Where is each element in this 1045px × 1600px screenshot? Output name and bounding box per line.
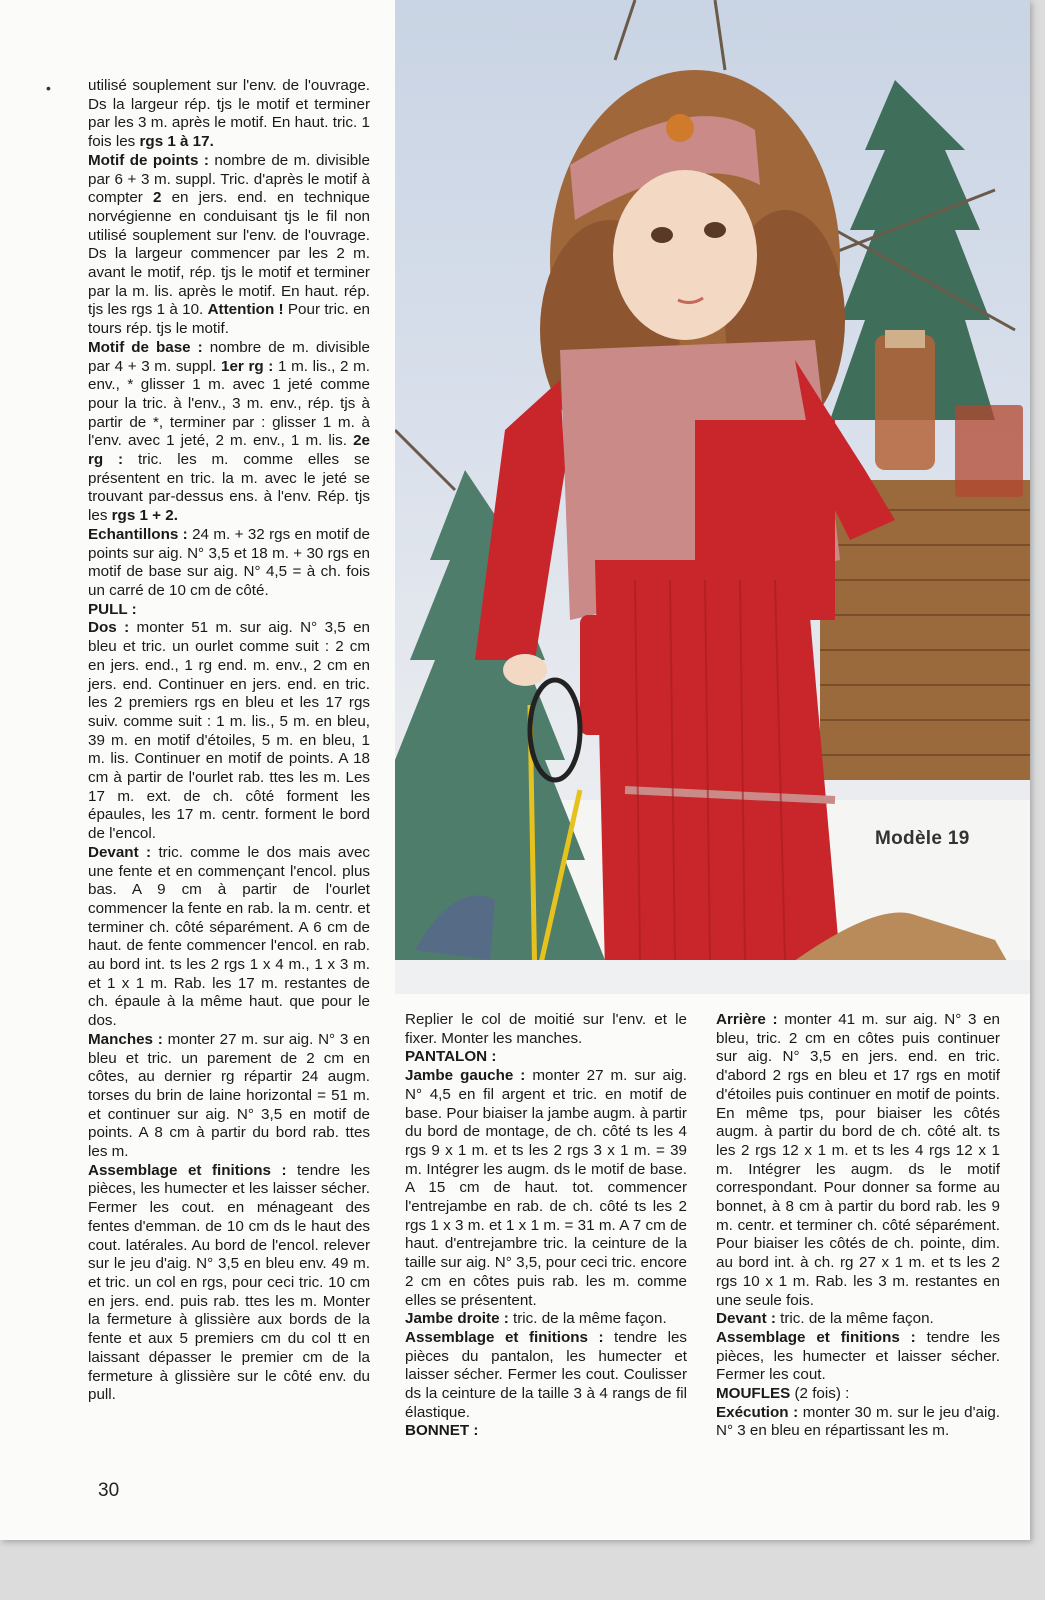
paragraph bbox=[405, 1422, 687, 1441]
bold-label: Jambe gauche : bbox=[405, 1067, 526, 1085]
paragraph bbox=[405, 1329, 687, 1423]
body-text: tric. les m. comme elles se présentent en tric. la m. avec le jeté se trouvant par-dessus ens. à l'env. Rép. tjs les bbox=[88, 451, 370, 525]
bold-label: Assemblage et finitions : bbox=[405, 1328, 604, 1346]
paragraph bbox=[405, 1067, 687, 1310]
bold-label: MOUFLES bbox=[716, 1385, 791, 1403]
paragraph bbox=[405, 1011, 687, 1048]
paragraph bbox=[88, 1031, 370, 1162]
bold-label: Manches : bbox=[88, 1030, 163, 1048]
body-text: nombre de m. divisible par 4 + 3 m. suppl. bbox=[88, 338, 370, 375]
paragraph bbox=[88, 601, 370, 620]
body-text: tendre les pièces, les humecter et les laisser sécher. Fermer les cout. en ménageant des fentes d'emman. de 10 cm ds le haut des cout. latérales. Au bord de l'encol. relever sur le jeu d'aig. N° 3,5 en bleu env. 49 m. et tric. un col en rgs, pour ceci tric. 10 cm en jers. end. puis rab. ttes les m. Monter la fermeture à glissière aux bords de la fente et aux 5 premiers cm du col tt en laissant dépasser le premier cm de la fermeture à glissière sur le côté env. du pull. bbox=[88, 1161, 370, 1404]
paragraph bbox=[88, 1162, 370, 1405]
bold-label: Motif de points : bbox=[88, 151, 209, 169]
body-text: nombre de m. divisible par 6 + 3 m. suppl. Tric. d'après le motif à compter bbox=[88, 151, 370, 207]
bold-label: Exécution : bbox=[716, 1403, 799, 1421]
bold-label: BONNET : bbox=[405, 1422, 479, 1440]
paragraph bbox=[88, 339, 370, 526]
bold-label: 1er rg : bbox=[221, 357, 274, 375]
paragraph bbox=[716, 1329, 1000, 1385]
bold-label: Echantillons : bbox=[88, 525, 188, 543]
body-text: monter 30 m. sur le jeu d'aig. N° 3 en bleu en répartissant les m. bbox=[716, 1403, 1001, 1440]
paragraph bbox=[716, 1404, 1000, 1441]
text-column-2 bbox=[405, 1011, 687, 1441]
paragraph bbox=[88, 526, 370, 601]
paragraph bbox=[88, 619, 370, 843]
body-text: tric. de la même façon. bbox=[775, 1310, 934, 1328]
text-column-1 bbox=[88, 77, 370, 1405]
body-text: tric. comme le dos mais avec une fente et en commençant l'encol. plus bas. A 9 cm à partir de l'ourlet commencer la fente en rab. la m. centr. et terminer ch. côté séparément. A 6 cm de haut. de fente commencer l'encol. en rab. au bord int. ts les 2 rgs 1 x 4 m., 1 x 3 m. et 1 x 1 m. Rab. les 17 m. restantes de ch. épaule à la même haut. que pour le dos. bbox=[88, 843, 371, 1030]
bold-label: Attention ! bbox=[207, 301, 284, 319]
body-text: 24 m. + 32 rgs en motif de points sur aig. N° 3,5 et 18 m. + 30 rgs en motif de base sur aig. N° 4,5 = à ch. fois un carré de 10 cm de côté. bbox=[88, 525, 370, 599]
body-text: monter 27 m. sur aig. N° 3 en bleu et tric. un parement de 2 cm en côtes, au dernier rg répartir 24 augm. torses du brin de laine horizontal = 51 m. et continuer sur aig. N° 3,5 en motif de points. A 8 cm à partir du bord rab. ttes les m. bbox=[88, 1030, 370, 1161]
body-text: tric. de la même façon. bbox=[508, 1310, 667, 1328]
bold-label: 2 bbox=[153, 189, 162, 207]
body-text: Replier le col de moitié sur l'env. et le fixer. Monter les manches. bbox=[405, 1011, 687, 1047]
photo-knitted-doll-outfit bbox=[395, 0, 1030, 994]
body-text: monter 27 m. sur aig. N° 4,5 en fil argent et tric. en motif de base. Pour biaiser la jambe augm. à partir du bord de montage, de ch. côté ts les 4 rgs 9 x 1 m. et ts les 2 rgs 3 x 1 m. = 39 m. Intégrer les augm. ds le motif de base. A 15 cm de haut. tot. commencer l'entrejambe en rab. de ch. côté ts les 2 rgs 1 x 3 m. et 1 x 1 m. = 31 m. A 7 cm de haut. d'entrejambre tric. la ceinture de la taille sur aig. N° 3,5, pour ceci tric. encore 2 cm en côtes puis rab. les m. comme elles se présentent. bbox=[405, 1067, 687, 1309]
paragraph bbox=[405, 1310, 687, 1329]
paragraph bbox=[88, 152, 370, 339]
bold-label: Assemblage et finitions : bbox=[88, 1161, 287, 1179]
bold-label: Assemblage et finitions : bbox=[716, 1328, 916, 1346]
bold-label: Arrière : bbox=[716, 1011, 778, 1028]
bold-label: PULL : bbox=[88, 600, 137, 618]
paragraph bbox=[716, 1011, 1000, 1310]
paragraph bbox=[88, 77, 370, 152]
bold-label: rgs 1 à 17. bbox=[139, 133, 214, 151]
bold-label: Devant : bbox=[716, 1310, 776, 1328]
bold-label: Motif de base : bbox=[88, 338, 203, 356]
body-text: Pour tric. en tours rép. tjs le motif. bbox=[88, 301, 370, 338]
bold-label: 2e rg : bbox=[88, 432, 370, 469]
body-text: monter 51 m. sur aig. N° 3,5 en bleu et tric. un ourlet comme suit : 2 cm en jers. end., 1 rg end. m. env., 2 cm en jers. end. Continuer en jers. end. en tric. les 2 premiers rgs en bleu et les 17 rgs suiv. comme suit : 1 m. lis., 5 m. en bleu, 39 m. en motif d'étoiles, 5 m. en bleu, 1 m. lis. Continuer en motif de points. A 18 cm à partir de l'ourlet rab. ttes les m. Les 17 m. ext. de ch. côté forment les épaules, les 17 m. centr. forment le bord de l'encol. bbox=[88, 619, 371, 843]
page-number: 30 bbox=[98, 1480, 120, 1501]
body-text: 1 m. lis., 2 m. env., * glisser 1 m. avec 1 jeté comme pour la tric. à l'env., 3 m. env., rép. tjs à partir de *, terminer par : glisser 1 m. à l'env. avec 1 jeté, 2 m. env., 1 m. lis. bbox=[88, 357, 370, 450]
body-text: en jers. end. en technique norvégienne en conduisant tjs le fil non utilisé souplement sur l'env. de l'ouvrage. Ds la largeur commencer par les 2 m. avant le motif, rép. tjs le motif et terminer par la m. lis. après le motif. En haut. rép. tjs les rgs 1 à 10. bbox=[88, 189, 370, 319]
body-text: (2 fois) : bbox=[790, 1385, 850, 1403]
bullet-mark: • bbox=[46, 80, 51, 96]
paragraph bbox=[716, 1385, 1000, 1404]
photo-caption: Modèle 19 bbox=[875, 828, 970, 849]
body-text: utilisé souplement sur l'env. de l'ouvrage. Ds la largeur rép. tjs le motif et terminer par les 3 m. après le motif. En haut. tric. 1 fois les bbox=[88, 77, 370, 151]
paragraph bbox=[716, 1310, 1000, 1329]
bold-label: Jambe droite : bbox=[405, 1310, 509, 1328]
text-column-3 bbox=[716, 1011, 1000, 1441]
body-text: tendre les pièces du pantalon, les humecter et laisser sécher. Fermer les cout. Coulisser ds la ceinture de la taille 3 à 4 rangs de fil élastique. bbox=[405, 1328, 687, 1421]
bold-label: Dos : bbox=[88, 619, 130, 637]
body-text: monter 41 m. sur aig. N° 3 en bleu, tric. 2 cm en côtes puis continuer sur aig. N° 3,5 en jers. end. en tric. d'abord 2 rgs en bleu et 17 rgs en motif d'étoiles puis continuer en motif de points. En même tps, pour biaiser les côtés augm. à partir du bord de ch. côté alt. ts les 2 rgs 12 x 1 m. et ts les 4 rgs 12 x 1 m. Intégrer les augm. ds le motif correspondant. Pour donner sa forme au bonnet, à 8 cm à partir du bord rab. les 9 m. centr. et terminer ch. côté séparément. Pour biaiser les côtés de ch. pointe, dim. au bord int. à ch. rg 27 x 1 m. et ts les 2 rgs 10 x 1 m. Rab. les 3 m. restantes en une seule fois. bbox=[716, 1011, 1000, 1309]
bold-label: rgs 1 + 2. bbox=[111, 507, 178, 525]
bold-label: PANTALON : bbox=[405, 1048, 497, 1066]
bold-label: Devant : bbox=[88, 843, 152, 861]
paragraph bbox=[88, 844, 370, 1031]
paragraph bbox=[405, 1048, 687, 1067]
body-text: tendre les pièces, les humecter et laisser sécher. Fermer les cout. bbox=[716, 1328, 1000, 1384]
